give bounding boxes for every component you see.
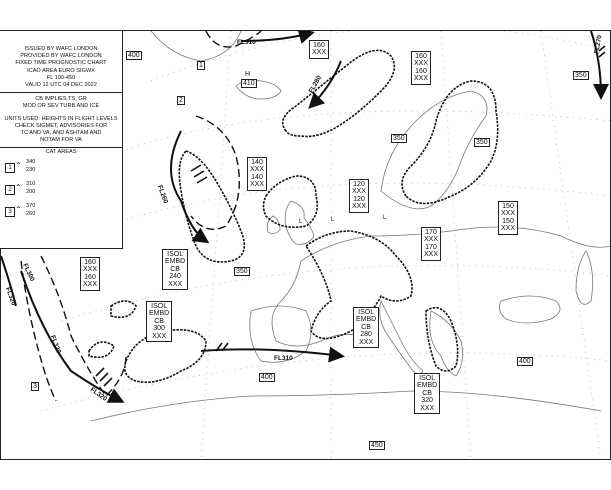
icing-box-5: 170 XXX 170 XXX bbox=[421, 227, 441, 261]
jet-label-fl320-far-west: FL320 bbox=[3, 286, 17, 307]
icing-box-3: 140 XXX 140 XXX bbox=[247, 157, 267, 191]
turbulence-icon: ⌃ bbox=[15, 160, 22, 170]
tropopause-400-africa: 400 bbox=[261, 374, 273, 381]
cat-area-1: 1 ⌃ 340 230 bbox=[2, 157, 120, 179]
jet-label-fl280: FL280 bbox=[307, 74, 324, 95]
cat-marker-3: 3 bbox=[33, 383, 37, 390]
jet-label-fl300: FL300 bbox=[21, 262, 36, 283]
tropopause-350-baltic: 350 bbox=[393, 135, 405, 142]
legend-cb-note: CB IMPLIES TS, GR MOD OR SEV TURB AND ICE UNITS USED: HEIGHTS IN FLIGHT LEVELS CHECK SIGMET, ADVISORIES FOR TC AND VA, AND ASHTAM AND NOTAM FOR VA bbox=[0, 92, 122, 147]
jet-label-fl320-south: FL320 bbox=[88, 386, 109, 403]
cb-label-a: ISOL EMBD CB 240 XXX bbox=[162, 249, 188, 290]
pressure-high: H bbox=[245, 71, 251, 78]
turbulence-icon: ⌃ bbox=[15, 204, 22, 214]
pressure-low-2: L bbox=[383, 215, 387, 221]
tropopause-450: 450 bbox=[371, 442, 383, 449]
icing-box-4: 120 XXX 120 XXX bbox=[349, 179, 369, 213]
pressure-low-3: L bbox=[331, 217, 335, 223]
turbulence-icon: ⌃ bbox=[15, 182, 22, 192]
tropopause-350-biscay: 350 bbox=[236, 268, 248, 275]
cb-label-b: ISOL EMBD CB 300 XXX bbox=[146, 301, 172, 342]
legend-panel bbox=[0, 30, 123, 249]
icing-box-1: 160 XXX bbox=[309, 40, 329, 59]
tropopause-400-turkey: 400 bbox=[519, 358, 531, 365]
cat-area-3: 3 ⌃ 370 260 bbox=[2, 201, 120, 223]
icing-box-2: 160 XXX 160 XXX bbox=[411, 51, 431, 85]
icing-box-7: 160 XXX 160 XXX bbox=[80, 257, 100, 291]
wind-barbs bbox=[96, 46, 605, 386]
icing-box-6: 150 XXX 150 XXX bbox=[498, 201, 518, 235]
jet-label-fl310-north: FL310 bbox=[237, 39, 256, 46]
jet-label-fl270: FL270 bbox=[593, 34, 604, 55]
legend-issued: ISSUED BY WAFC LONDON PROVIDED BY WAFC LONDON FIXED TIME PROGNOSTIC CHART ICAO AREA EURO SIGWX FL 100-450 VALID 12 UTC 04 DEC 2022 bbox=[0, 30, 122, 92]
graticule bbox=[41, 31, 611, 460]
legend-cat-areas: CAT AREAS 1 ⌃ 340 230 2 ⌃ 310 200 3 ⌃ 370 260 bbox=[0, 147, 122, 225]
jet-label-fl320-west: FL320 bbox=[48, 334, 62, 355]
cb-label-d: ISOL EMBD CB 320 XXX bbox=[414, 373, 440, 414]
tropopause-350-ne: 350 bbox=[575, 72, 587, 79]
tropopause-350-russia: 350 bbox=[476, 139, 488, 146]
tropopause-400-nw: 400 bbox=[128, 52, 140, 59]
cat-marker-2: 2 bbox=[179, 97, 183, 104]
jet-label-fl310-south: FL310 bbox=[274, 355, 293, 362]
jet-label-fl260: FL260 bbox=[155, 184, 169, 205]
cat-area-2: 2 ⌃ 310 200 bbox=[2, 179, 120, 201]
cat-marker-1: 1 bbox=[199, 62, 203, 69]
cb-label-c: ISOL EMBD CB 280 XXX bbox=[353, 307, 379, 348]
pressure-low-1: L bbox=[299, 219, 303, 225]
tropopause-410: 410 bbox=[243, 80, 255, 87]
